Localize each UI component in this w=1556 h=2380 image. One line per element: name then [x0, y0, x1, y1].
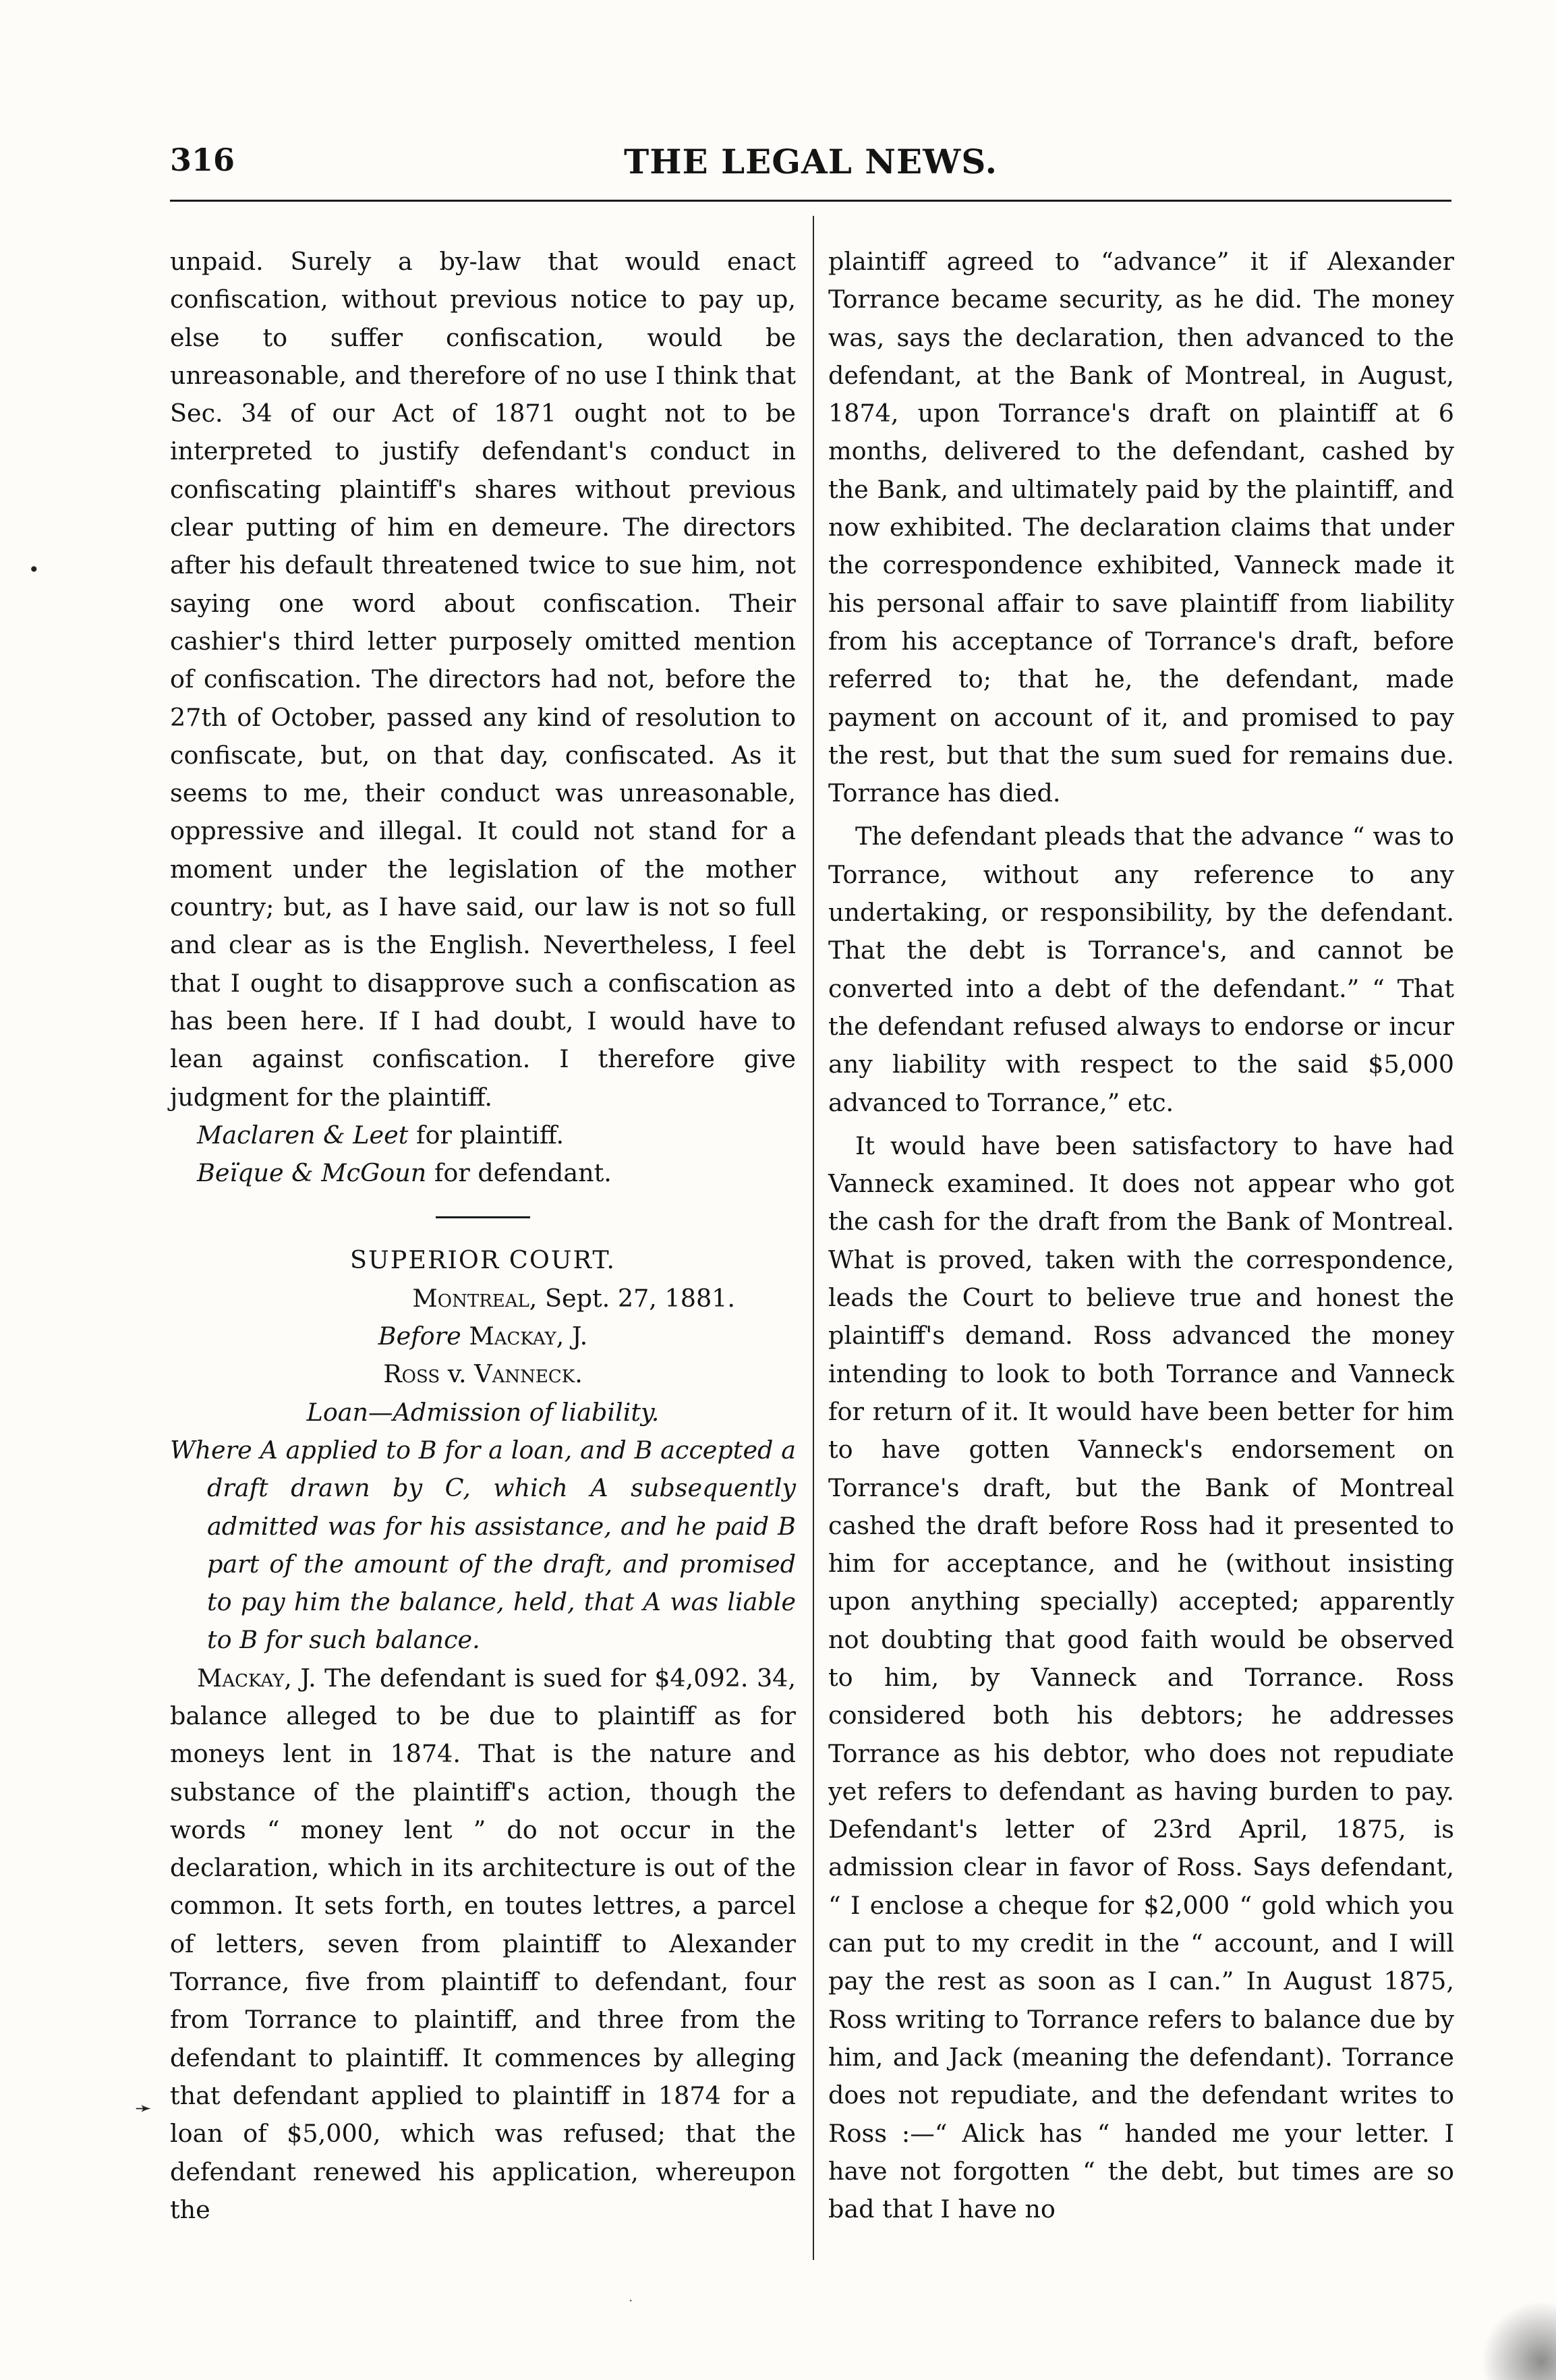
- before-judge: Mackay, J.: [461, 1322, 588, 1351]
- case-defendant: Vanneck.: [474, 1359, 583, 1389]
- headnote-topic: Loan—Admission of liability.: [306, 1397, 660, 1427]
- place-name: Montreal,: [412, 1283, 538, 1313]
- case-date: Sept. 27, 1881.: [537, 1283, 735, 1313]
- journal-title: THE LEGAL NEWS.: [624, 142, 998, 181]
- right-paragraph-3: It would have been satisfactory to have had Vanneck examined. It does not appear who got the cash for the draft from the Bank of Montreal. What is proved, taken with the correspondence, leads the Court to believe true and honest the plaintiff's demand. Ross advanced the money intending to look to both Torrance and Vanneck for return of it. It would have been better for him to have gotten Vanneck's endorsement on Torrance's draft, but the Bank of Montreal cashed the draft before Ross had it presented to him for acceptance, and he (without insisting upon anything specially) accepted; apparently not doubting that good faith would be observed to him, by Vanneck and Torrance. Ross considered both his debtors; he addresses Torrance as his debtor, who does not repudiate yet refers to defendant as having burden to pay. Defendant's letter of 23rd April, 1875, is admission clear in favor of Ross. Says defendant, “ I enclose a cheque for $2,000 “ gold which you can put to my credit in the “ account, and I will pay the rest as soon as I can.” In August 1875, Ross writing to Torrance refers to balance due by him, and Jack (meaning the defendant). Torrance does not repudiate, and the defendant writes to Ross :—“ Alick has “ handed me your letter. I have not forgotten “ the debt, but times are so bad that I have no: [828, 1131, 1454, 2224]
- section-divider: [436, 1216, 530, 1218]
- page-number: 316: [170, 142, 235, 178]
- right-paragraph-2: The defendant pleads that the advance “ was to Torrance, without any reference to any undertaking, or responsibility, by the defendant. That the debt is Torrance's, and cannot be converted into a debt of the defendant.” “ That the defendant refused always to endorse or incur any liability with respect to the said $5,000 advanced to Torrance,” etc.: [828, 822, 1454, 1117]
- header-rule: [170, 200, 1451, 202]
- paper-speck: ·: [629, 2292, 633, 2308]
- judgment-paragraph: [170, 1660, 796, 2229]
- right-paragraph-1: plaintiff agreed to “advance” it if Alexander Torrance became security, as he did. The money was, says the declaration, then advanced to the defendant, at the Bank of Montreal, in August, 1874, upon Torrance's draft on plaintiff at 6 months, delivered to the defendant, cashed by the Bank, and ultimately paid by the plaintiff, and now exhibited. The declaration claims that under the correspondence exhibited, Vanneck made it his personal affair to save plaintiff from liability from his acceptance of Torrance's draft, before referred to; that he, the defendant, made payment on account of it, and promised to pay the rest, but that the sum sued for remains due. Torrance has died.: [828, 247, 1454, 808]
- judgment-judge: Mackay, J.: [197, 1663, 316, 1693]
- counsel-plaintiff-role: for plaintiff.: [408, 1120, 565, 1150]
- counsel-defendant-name: Beïque & McGoun: [197, 1158, 427, 1188]
- margin-dot-mark: •: [28, 559, 40, 581]
- headnote: Where A applied to B for a loan, and B accepted a draft drawn by C, which A subsequently admitted was for his assistance, and he paid B part of the amount of the draft, and promised to pay him the balance, held, that A was liable to B for such balance.: [170, 1435, 796, 1655]
- case-plaintiff: Ross: [383, 1359, 440, 1389]
- case-name: [170, 1355, 796, 1393]
- court-title: SUPERIOR COURT.: [350, 1245, 616, 1275]
- opening-paragraph: unpaid. Surely a by-law that would enact confiscation, without previous notice to pay up, else to suffer confiscation, would be unreasonable, and therefore of no use I think that Sec. 34 of our Act of 1871 ought not to be interpreted to justify defendant's conduct in confiscating plaintiff's shares without previous clear putting of him en demeure. The directors after his default threatened twice to sue him, not saying one word about confiscation. Their cashier's third letter purposely omitted mention of confiscation. The directors had not, before the 27th of October, passed any kind of resolution to confiscate, but, on that day, confiscated. As it seems to me, their conduct was unreasonable, oppressive and illegal. It could not stand for a moment under the legislation of the mother country; but, as I have said, our law is not so full and clear as is the English. Nevertheless, I feel that I ought to disapprove such a confiscation as has been here. If I had doubt, I would have to lean against confiscation. I therefore give judgment for the plaintiff.: [170, 247, 796, 1112]
- counsel-plaintiff-name: Maclaren & Leet: [197, 1120, 409, 1150]
- judgment-text: The defendant is sued for $4,092. 34, balance alleged to be due to plaintiff as for moneys lent in 1874. That is the nature and substance of the plaintiff's action, though the words “ money lent ” do not occur in the declaration, which in its architecture is out of the common. It sets forth, en toutes lettres, a parcel of letters, seven from plaintiff to Alexander Torrance, five from plaintiff to defendant, four from Torrance to plaintiff, and three from the defendant to plaintiff. It commences by alleging that defendant applied to plaintiff in 1874 for a loan of $5,000, which was refused; that the defendant renewed his application, whereupon the: [170, 1663, 796, 2224]
- left-column: [170, 243, 796, 2229]
- page-corner-stain: [1482, 2286, 1556, 2380]
- page-header: [170, 142, 1451, 189]
- right-column: [828, 243, 1454, 2228]
- before-line: [170, 1318, 796, 1355]
- column-divider: [813, 216, 814, 2260]
- counsel-defendant-role: for defendant.: [426, 1158, 612, 1188]
- margin-arrow-mark: ➛: [135, 2097, 152, 2120]
- place-date: [170, 1280, 796, 1318]
- before-word: Before: [378, 1322, 461, 1351]
- counsel-plaintiff: [170, 1116, 796, 1154]
- case-versus: v.: [440, 1359, 475, 1389]
- counsel-defendant: [170, 1154, 796, 1192]
